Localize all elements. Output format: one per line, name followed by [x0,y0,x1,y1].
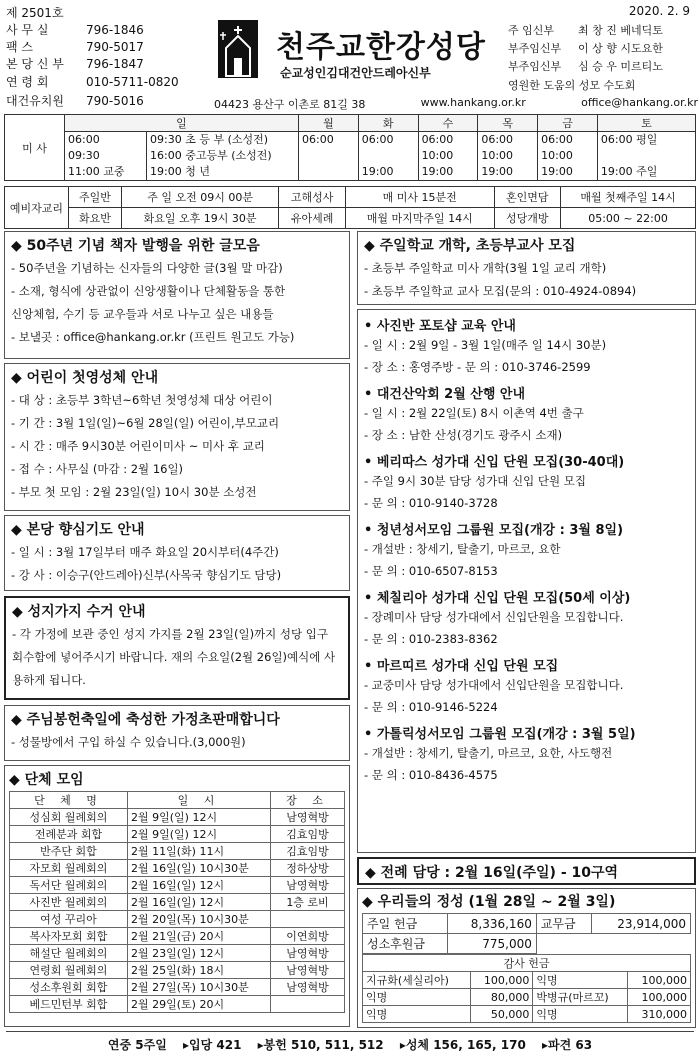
sched-cell: 화요일 오후 19시 30분 [121,208,279,229]
sat-times: 06:00 평일 19:00 주일 [597,132,695,181]
patron-saint: 순교성인김대건안드레아신부 [280,66,431,80]
notice-sunday-school: ◆ 주일학교 개학, 초등부교사 모집 - 초등부 주일학교 미사 개학(3월 1일 교리 개학) - 초등부 주일학교 교사 모집(문의 : 010-4924-0894) [357,231,696,305]
recruit-youth-bible: • 청년성서모임 그룹원 모집(개강 : 3월 8일) - 개설반 : 창세기, 탈출기, 마르코, 요한 - 문 의 : 010-6507-8153 [364,523,624,578]
table-row: 반주단 회합 2월 11일(화) 11시 김효임방 [10,843,345,860]
notice-centering-prayer: ◆ 본당 향심기도 안내 - 일 시 : 3월 17일부터 매주 화요일 20시부터(4주간) - 강 사 : 이승구(안드레아)신부(사목국 향심기도 담당) [4,515,350,591]
table-row: 전례분과 회합 2월 9일(일) 12시 김효임방 [10,826,345,843]
sched-cell: 주 일 오전 09시 00분 [121,187,279,208]
day-mon: 월 [299,115,359,132]
notice-palm-collection: ◆ 성지가지 수거 안내 - 각 가정에 보관 중인 성지 가지를 2월 23일(일)까지 성당 입구 회수함에 넣어주시기 바랍니다. 재의 수요일(2월 26일)예식에 사용하게 됩니다. [4,596,350,700]
address-line [214,96,698,112]
recruit-veritas-choir: • 베리따스 성가대 신입 단원 모집(30-40대) - 주일 9시 30분 담당 성가대 신입 단원 모집 - 문 의 : 010-9140-3728 [364,455,625,510]
table-row: 사진반 월례회의 2월 16일(일) 12시 1층 로비 [10,894,345,911]
email-link[interactable]: office@hankang.or.kr [581,96,698,109]
group-meetings-table: 단 체 명 일 시 장 소 성심회 월례회의 2월 9일(일) 12시 남영혁방 전례분과 회합 2월 9일(일) 12시 김효임방 반주단 회합 2월 11일(화) 11시 김효임방 자모회 월례회의 2월 16일(일) 10시30분 정하상방 독서단 월례회의 2월 16일(일) 12시 남영혁방 사진반 월례회의 2월 16일(일) 12시 1층 로비 여성 꾸리아 2월 20일(목) 10시30분 복사자모회 회합 2월 21일(금) 20시 이연희방 해설단 월례회의 2월 23일(일) 12시 남영혁방 연령회 월례회의 2월 25일(화) 18시 남영혁방 성소후원회 회합 2월 27일(목) 10시30분 남영혁방 베드민턴부 회합 2월 29일(토) 20시 [9,791,345,1013]
contact-fax: 팩 스 790-5017 [6,40,144,54]
contact-funeral: 연 령 회 010-5711-0820 [6,75,179,89]
staff-order: 영원한 도움의 성모 수도회 [508,79,636,92]
church-logo-icon [218,20,258,78]
contact-office: 사 무 실 796-1846 [6,23,144,37]
day-sat: 토 [597,115,695,132]
offering-title: ◆ 우리들의 정성 (1월 28일 ~ 2월 3일) [362,894,616,910]
table-row: 여성 꾸리아 2월 20일(목) 10시30분 [10,911,345,928]
sched-cell: 혼인면담 [494,187,561,208]
mass-row-label: 미 사 [5,115,65,181]
table-row: 해설단 월례회의 2월 23일(일) 12시 남영혁방 [10,945,345,962]
table-row: 성심회 월례회의 2월 9일(일) 12시 남영혁방 [10,809,345,826]
notice-title: ◆ 어린이 첫영성체 안내 [11,370,159,386]
day-wed: 수 [418,115,478,132]
notice-title: ◆ 주일학교 개학, 초등부교사 모집 [364,238,576,254]
recruit-martyr-choir: • 마르띠르 성가대 신입 단원 모집 - 교중미사 담당 성가대에서 신입단원을 모집합니다. - 문 의 : 010-9146-5224 [364,659,624,714]
church-name: 천주교한강성당 [276,30,486,65]
staff-assistant-1: 부주임신부 이 상 향 시도요한 [508,42,663,55]
contact-rectory: 본 당 신 부 796-1847 [6,57,144,71]
fri-times: 06:00 10:00 19:00 [538,132,598,181]
offering-table: 주일 헌금 8,336,160 교무금 23,914,000 성소후원금 775,000 [362,913,691,954]
table-row: 성소후원회 회합 2월 27일(목) 10시30분 남영혁방 [10,979,345,996]
mass-schedule-table [4,114,696,181]
table-row: 지규화(세실리아) 100,000 익명 100,000 [363,972,691,989]
notice-title: ◆ 50주년 기념 책자 발행을 위한 글모음 [11,238,260,254]
sacrament-schedule-table [4,186,696,229]
table-row: 자모회 월례회의 2월 16일(일) 10시30분 정하상방 [10,860,345,877]
bulletin-date: 2020. 2. 9 [628,4,690,18]
group-meetings [4,765,350,1027]
day-tue: 화 [358,115,418,132]
sched-cell: 유아세례 [279,208,346,229]
table-row: 베드민턴부 회합 2월 29일(토) 20시 [10,996,345,1013]
notice-first-communion: ◆ 어린이 첫영성체 안내 - 대 상 : 초등부 3학년~6학년 첫영성체 대상 어린이 - 기 간 : 3월 1일(일)~6월 28일(일) 어린이,부모교리 - 시 간 : 매주 9시30분 어린이미사 ~ 미사 후 교리 - 접 수 : 사무실 (마감 : 2월 16일) - 부모 첫 모임 : 2월 23일(일) 10시 30분 소성전 [4,363,350,511]
recruit-cecilia-choir: • 체칠리아 성가대 신입 단원 모집(50세 이상) - 장례미사 담당 성가대에서 신입단원을 모집합니다. - 문 의 : 010-2383-8362 [364,591,631,646]
tue-times: 06:00 19:00 [358,132,418,181]
contact-kindergarten: 대건유치원 790-5016 [6,94,144,108]
table-row: 독서단 월례회의 2월 16일(일) 12시 남영혁방 [10,877,345,894]
sched-cell: 화요반 [69,208,122,229]
groups-title: ◆ 단체 모임 [9,772,84,788]
sun-times-2: 09:30 초 등 부 (소성전) 16:00 중고등부 (소성전) 19:00 청 년 [147,132,299,181]
sched-cell: 매월 첫째주일 14시 [561,187,696,208]
staff-assistant-2: 부주임신부 심 승 우 미르티노 [508,60,663,73]
offering-section [357,888,696,1028]
notice-title: ◆ 주님봉헌축일에 축성한 가정초판매합니다 [11,712,280,728]
table-row: 익명 80,000 박병규(마르꼬) 100,000 [363,989,691,1006]
catechumen-label: 예비자교리 [5,187,69,229]
sched-cell: 주일반 [69,187,122,208]
table-row: 복사자모회 회합 2월 21일(금) 20시 이연희방 [10,928,345,945]
address: 04423 용산구 이촌로 81길 38 [214,98,366,111]
footer-divider [6,1031,694,1032]
notice-anniversary-book: ◆ 50주년 기념 책자 발행을 위한 글모음 - 50주년을 기념하는 신자들의 다양한 글(3월 말 마감) - 소재, 형식에 상관없이 신앙생활이나 단체활동을 통한 신앙체험, 수기 등 교우들과 서로 나누고 싶은 내용들 - 보낼곳 : office@hankang.or.kr (프린트 원고도 가능) [4,231,350,359]
liturgy-duty: ◆ 전례 담당 : 2월 16일(주일) - 10구역 [357,857,696,885]
sched-cell: 05:00 ~ 22:00 [561,208,696,229]
day-sun: 일 [65,115,299,132]
sched-cell: 매 미사 15분전 [345,187,494,208]
table-row: 익명 50,000 익명 310,000 [363,1006,691,1023]
mon-times: 06:00 [299,132,359,181]
notice-candle-sale: ◆ 주님봉헌축일에 축성한 가정초판매합니다 - 성물방에서 구입 하실 수 있습니다.(3,000원) [4,705,350,761]
wed-times: 06:00 10:00 19:00 [418,132,478,181]
issue-number: 제 2501호 [6,6,64,20]
website-link[interactable]: www.hankang.or.kr [420,96,526,109]
thu-times: 06:00 10:00 19:00 [478,132,538,181]
notice-title: ◆ 본당 향심기도 안내 [11,522,145,538]
recruit-catholic-bible: • 가톨릭성서모임 그룹원 모집(개강 : 3월 5일) - 개설반 : 창세기, 탈출기, 마르코, 요한, 사도행전 - 문 의 : 010-8436-4575 [364,727,636,782]
sched-cell: 성당개방 [494,208,561,229]
sched-cell: 매월 마지막주일 14시 [345,208,494,229]
thanks-offering-table: 감사 헌금 지규화(세실리아) 100,000 익명 100,000 익명 80,000 박병규(마르꼬) 100,000 익명 50,000 익명 310,000 [362,954,691,1023]
hymn-footer: 연중 5주일 ▸입당 421 ▸봉헌 510, 511, 512 ▸성체 156, 165, 170 ▸파견 63 [107,1038,593,1052]
recruitment-section [357,309,696,853]
day-thu: 목 [478,115,538,132]
table-row: 연령회 월례회의 2월 25일(화) 18시 남영혁방 [10,962,345,979]
sun-times-1: 06:00 09:30 11:00 교중 [65,132,147,181]
recruit-photo: • 사진반 포토샵 교육 안내 - 일 시 : 2월 9일 - 3월 1일(매주 일 14시 30분) - 장 소 : 홍영주방 - 문 의 : 010-3746-2599 [364,319,607,374]
day-fri: 금 [538,115,598,132]
staff-pastor: 주 임신부 최 창 진 베네딕토 [508,24,663,37]
sched-cell: 고해성사 [279,187,346,208]
notice-title: ◆ 성지가지 수거 안내 [12,604,146,620]
recruit-hiking: • 대건산악회 2월 산행 안내 - 일 시 : 2월 22일(토) 8시 이촌역 4번 출구 - 장 소 : 남한 산성(경기도 광주시 소재) [364,387,584,442]
